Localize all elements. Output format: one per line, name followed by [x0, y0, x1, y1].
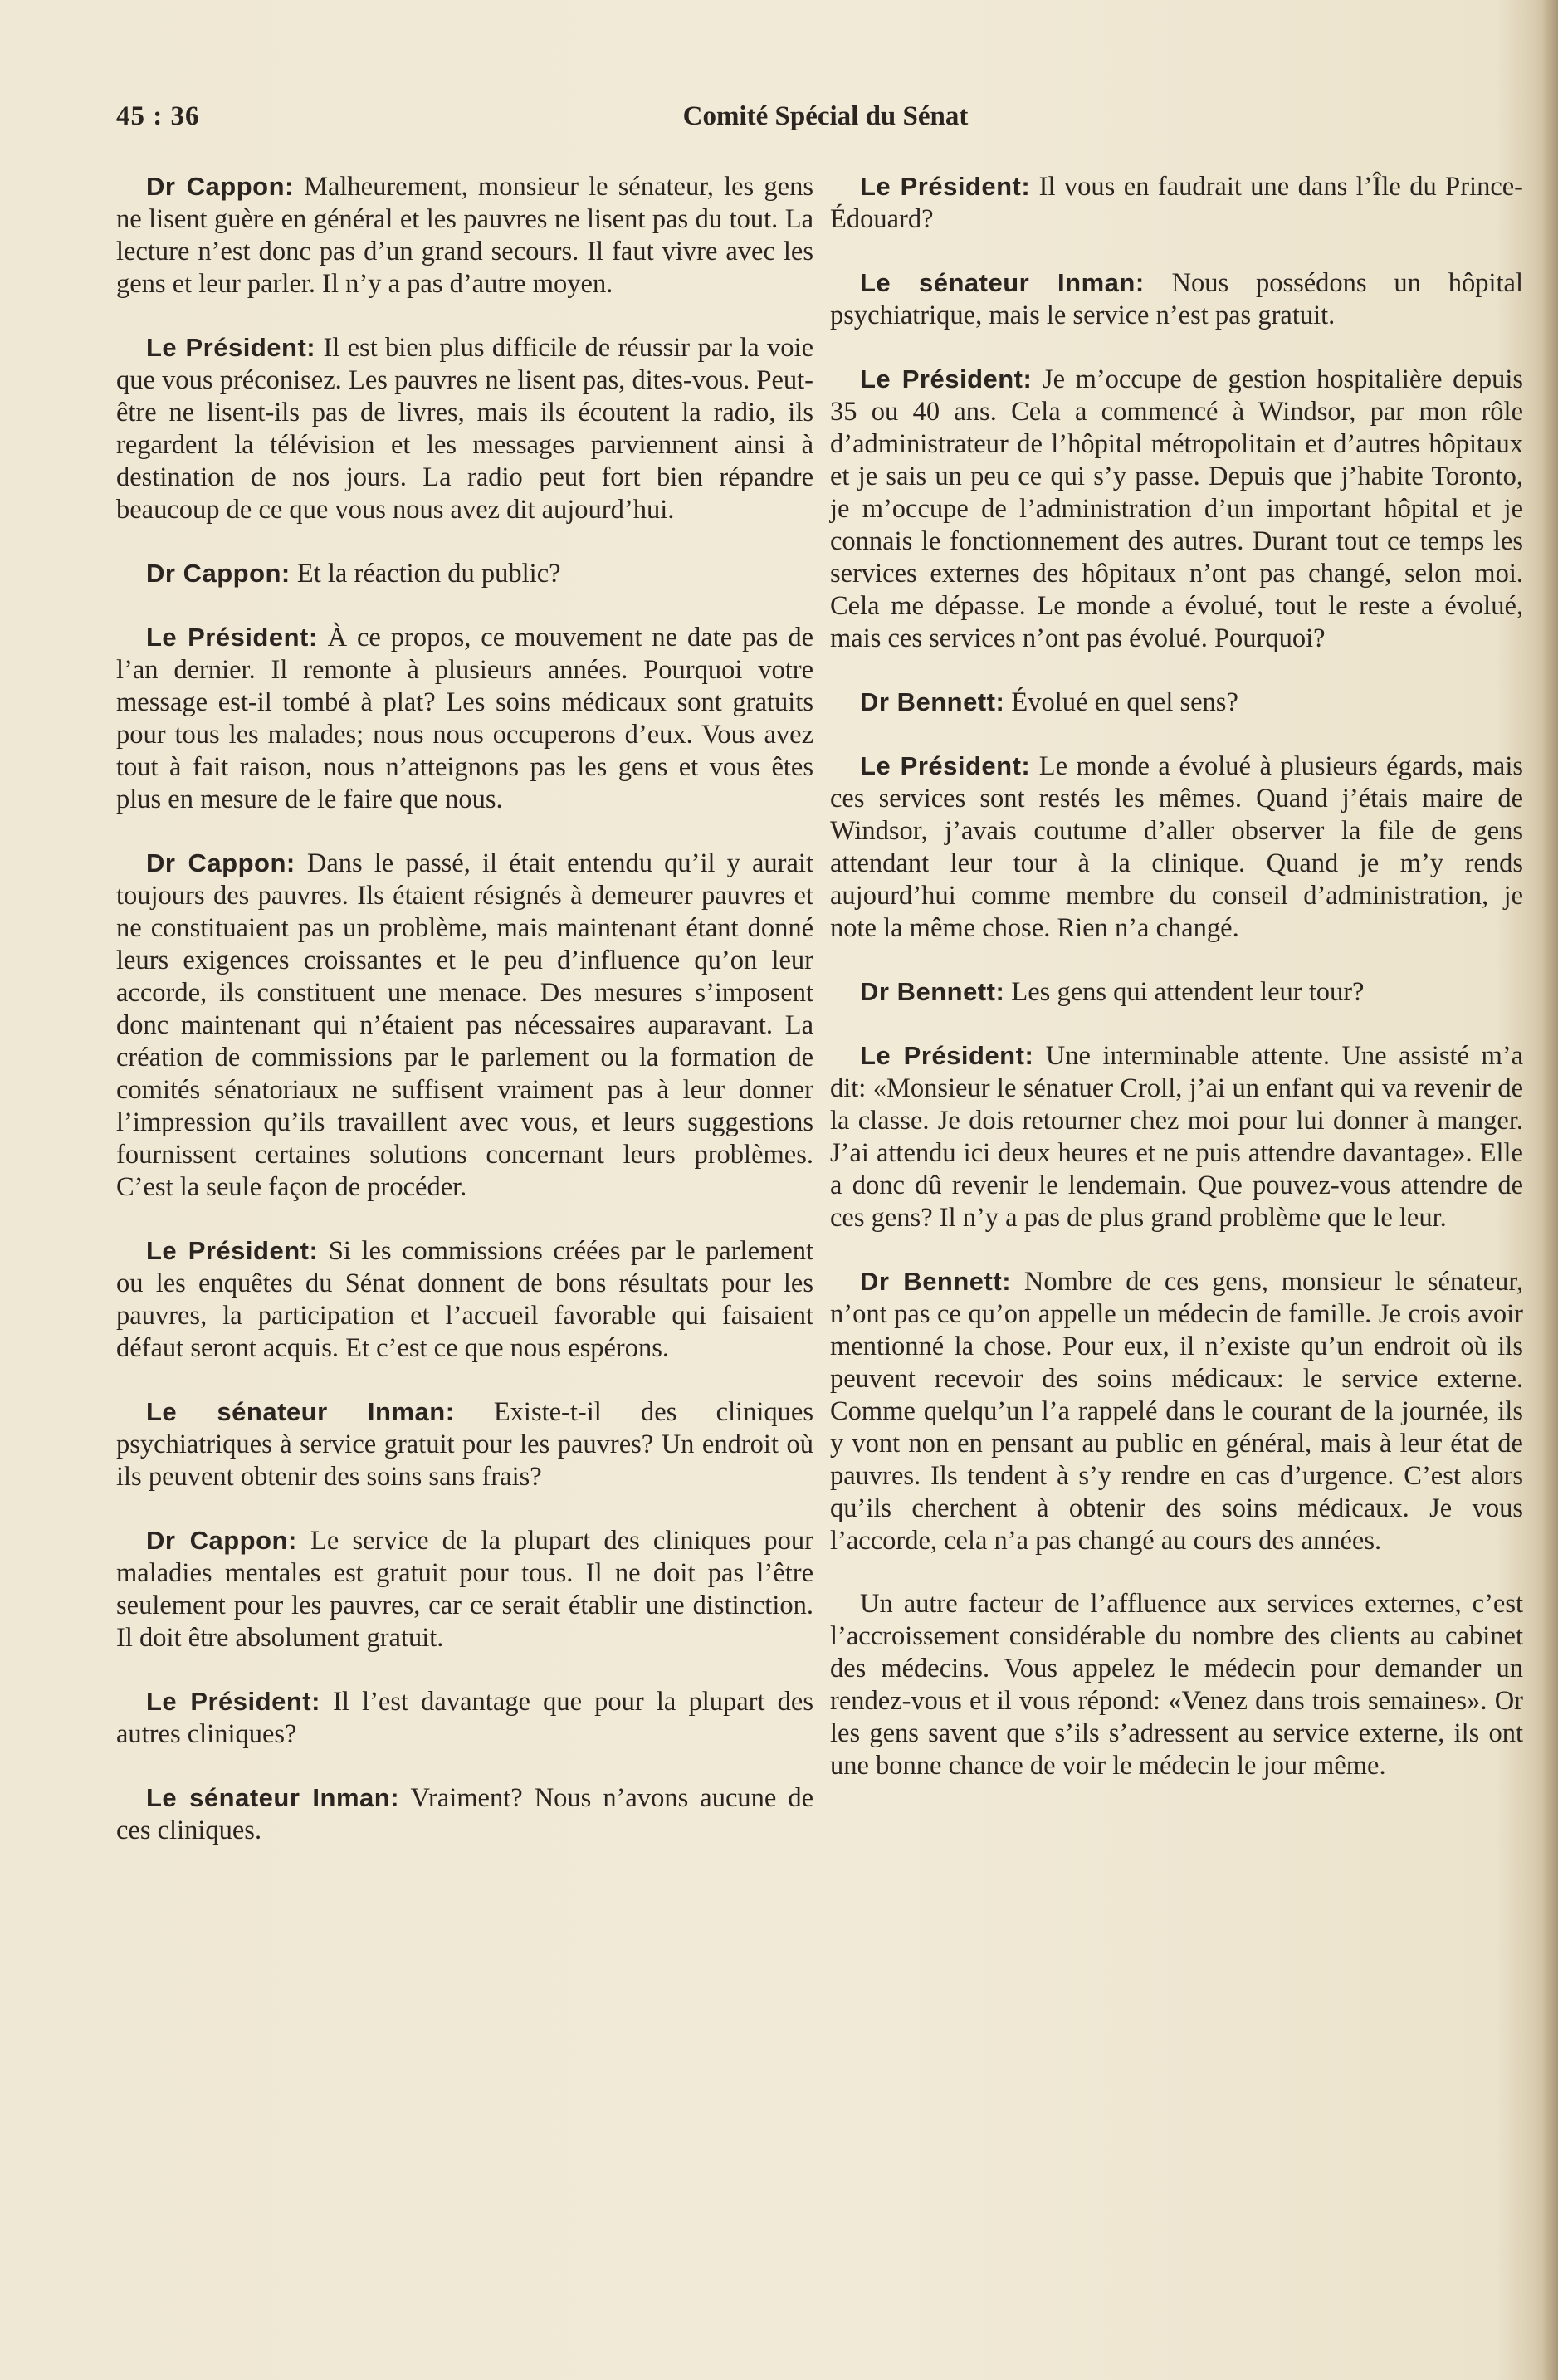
speaker-name: Le Président:: [146, 623, 318, 652]
transcript-entry: [116, 1781, 813, 1847]
transcript-entry: [116, 331, 813, 526]
transcript-entry: [830, 363, 1523, 655]
speech-text: Le service de la plupart des cliniques pour maladies mentales est gratuit pour tous. Il ne doit pas l’être seulement pour les pauvres, car ce serait établir une distinction. Il doit être absolument gratuit.: [116, 1526, 814, 1653]
transcript-entry: [116, 1524, 813, 1654]
speech-text: Une interminable attente. Une assisté m’a dit: «Monsieur le sénatuer Croll, j’ai un enfant qui va revenir de la classe. Je dois retourner chez moi pour lui donner à manger. J’ai attendu ici deux heures et ne puis attendre davantage». Elle a donc dû revenir le lendemain. Que pouvez-vous attendre de ces gens? Il n’y a pas de plus grand problème que le leur.: [830, 1041, 1524, 1233]
transcript-entry: [116, 847, 813, 1204]
speech-text: Il l’est davantage que pour la plupart des autres cliniques?: [116, 1687, 814, 1749]
speech-text: À ce propos, ce mouvement ne date pas de l’an dernier. Il remonte à plusieurs années. Pourquoi votre message est-il tombé à plat? Les soins médicaux sont gratuits pour tous les malades; nous nous occuperons d’eux. Vous avez tout à fait raison, nous n’atteignons pas les gens et vous êtes plus en mesure de le faire que nous.: [116, 623, 813, 814]
speech-text: Évolué en quel sens?: [1011, 687, 1238, 717]
speaker-name: Le sénateur Inman:: [146, 1397, 455, 1426]
transcript-entry: [830, 1265, 1523, 1557]
speech-text: Dans le passé, il était entendu qu’il y aurait toujours des pauvres. Ils étaient résignés à demeurer pauvres et ne constituaient pas un problème, mais maintenant étant donné leurs exigences croissantes et le peu d’influence qu’on leur accorde, ils constituent une menace. Des mesures s’imposent donc maintenant qui n’étaient pas nécessaires auparavant. La création de commissions par le parlement ou la formation de comités sénatoriaux ne suffisent vraiment pas à leur donner l’impression qu’ils travaillent avec vous, et leurs suggestions fournissent certaines solutions concernant leurs problèmes. C’est la seule façon de procéder.: [116, 848, 813, 1202]
transcript-entry: [830, 1039, 1523, 1234]
transcript-entry: [116, 1395, 813, 1493]
right-column: [830, 170, 1523, 1813]
speaker-name: Le sénateur Inman:: [860, 268, 1145, 297]
page-number: 45 : 36: [116, 101, 200, 131]
speech-text: Nombre de ces gens, monsieur le sénateur, n’ont pas ce qu’on appelle un médecin de famille. Je crois avoir mentionné la chose. Pour eux, il n’existe qu’un endroit où ils peuvent recevoir des soins médicaux: le service externe. Comme quelqu’un l’a rappelé dans le courant de la journée, ils y vont non en pensant au public en général, mais à leur état de pauvres. Ils tendent à s’y rendre en cas d’urgence. C’est alors qu’ils cherchent à obtenir des soins médicaux. Je vous l’accorde, cela n’a pas changé au cours des années.: [830, 1267, 1523, 1556]
speech-text: Existe-t-il des cliniques psychiatriques à service gratuit pour les pauvres? Un endroit où ils peuvent obtenir des soins sans frais?: [116, 1397, 813, 1492]
left-column: [116, 170, 813, 1878]
speech-text: Il est bien plus difficile de réussir par la voie que vous préconisez. Les pauvres ne lisent pas, dites-vous. Peut-être ne lisent-ils pas de livres, mais ils écoutent la radio, ils regardent la télévision et les messages parviennent ainsi à destination de nos jours. La radio peut fort bien répandre beaucoup de ce que vous nous avez dit aujourd’hui.: [116, 333, 814, 525]
speaker-name: Dr Cappon:: [146, 172, 294, 201]
speaker-name: Le Président:: [146, 1687, 320, 1716]
speech-text: Nous possédons un hôpital psychiatrique, mais le service n’est pas gratuit.: [830, 268, 1523, 330]
speaker-name: Dr Bennett:: [860, 977, 1005, 1006]
speech-text: Un autre facteur de l’affluence aux services externes, c’est l’accroissement considérable du nombre des clients au cabinet des médecins. Vous appelez le médecin pour demander un rendez-vous et il vous répond: «Venez dans trois semaines». Or les gens savent que s’ils s’adressent au service externe, ils ont une bonne chance de voir le médecin le jour même.: [830, 1589, 1523, 1781]
speech-text: Les gens qui attendent leur tour?: [1011, 977, 1365, 1007]
running-title: Comité Spécial du Sénat: [682, 101, 969, 131]
speech-text: Malheurement, monsieur le sénateur, les gens ne lisent guère en général et les pauvres ne lisent pas du tout. La lecture n’est donc pas d’un grand secours. Il faut vivre avec les gens et leur parler. Il n’y a pas d’autre moyen.: [116, 172, 813, 299]
transcript-entry: [116, 557, 813, 590]
speaker-name: Dr Bennett:: [860, 1267, 1012, 1296]
speech-text: Il vous en faudrait une dans l’Île du Prince-Édouard?: [830, 172, 1523, 234]
transcript-entry: [830, 975, 1523, 1009]
speaker-name: Le Président:: [860, 364, 1033, 393]
speaker-name: Dr Cappon:: [146, 1526, 297, 1555]
transcript-entry: [116, 621, 813, 816]
speaker-name: Dr Cappon:: [146, 559, 291, 588]
transcript-entry: [830, 686, 1523, 719]
transcript-entry: [116, 1685, 813, 1751]
speaker-name: Dr Bennett:: [860, 687, 1005, 716]
speech-text: Vraiment? Nous n’avons aucune de ces cliniques.: [116, 1783, 813, 1845]
transcript-entry: [830, 750, 1523, 945]
speaker-name: Le sénateur Inman:: [146, 1783, 400, 1812]
speaker-name: Dr Cappon:: [146, 848, 295, 877]
speech-text: Je m’occupe de gestion hospitalière depuis 35 ou 40 ans. Cela a commencé à Windsor, par mon rôle d’administrateur de l’hôpital métropolitain et d’autres hôpitaux et je sais un peu ce qui s’y passe. Depuis que j’habite Toronto, je m’occupe de l’administration d’un important hôpital et je connais le fonctionnement des autres. Durant tout ce temps les services externes des hôpitaux n’ont pas changé, selon moi. Cela me dépasse. Le monde a évolué, tout le reste a évolué, mais ces services n’ont pas évolué. Pourquoi?: [830, 364, 1524, 653]
page-header: [116, 101, 1485, 134]
speaker-name: Le Président:: [146, 333, 316, 362]
transcript-entry: [116, 1234, 813, 1365]
transcript-entry: [830, 1588, 1523, 1782]
transcript-entry: [830, 170, 1523, 236]
transcript-entry: [116, 170, 813, 301]
speaker-name: Le Président:: [860, 172, 1031, 201]
speaker-name: Le Président:: [146, 1236, 319, 1265]
speech-text: Si les commissions créées par le parlement ou les enquêtes du Sénat donnent de bons résultats pour les pauvres, la participation et l’accueil favorable qui faisaient défaut seront acquis. Et c’est ce que nous espérons.: [116, 1236, 813, 1363]
speech-text: Le monde a évolué à plusieurs égards, mais ces services sont restés les mêmes. Quand j’étais maire de Windsor, j’avais coutume d’aller observer la file de gens attendant leur tour à la clinique. Quand je m’y rends aujourd’hui comme membre du conseil d’administration, je note la même chose. Rien n’a changé.: [830, 751, 1523, 943]
transcript-entry: [830, 266, 1523, 332]
speaker-name: Le Président:: [860, 751, 1031, 780]
page-edge: [1543, 0, 1558, 2380]
speech-text: Et la réaction du public?: [296, 559, 561, 589]
speaker-name: Le Président:: [860, 1041, 1034, 1070]
